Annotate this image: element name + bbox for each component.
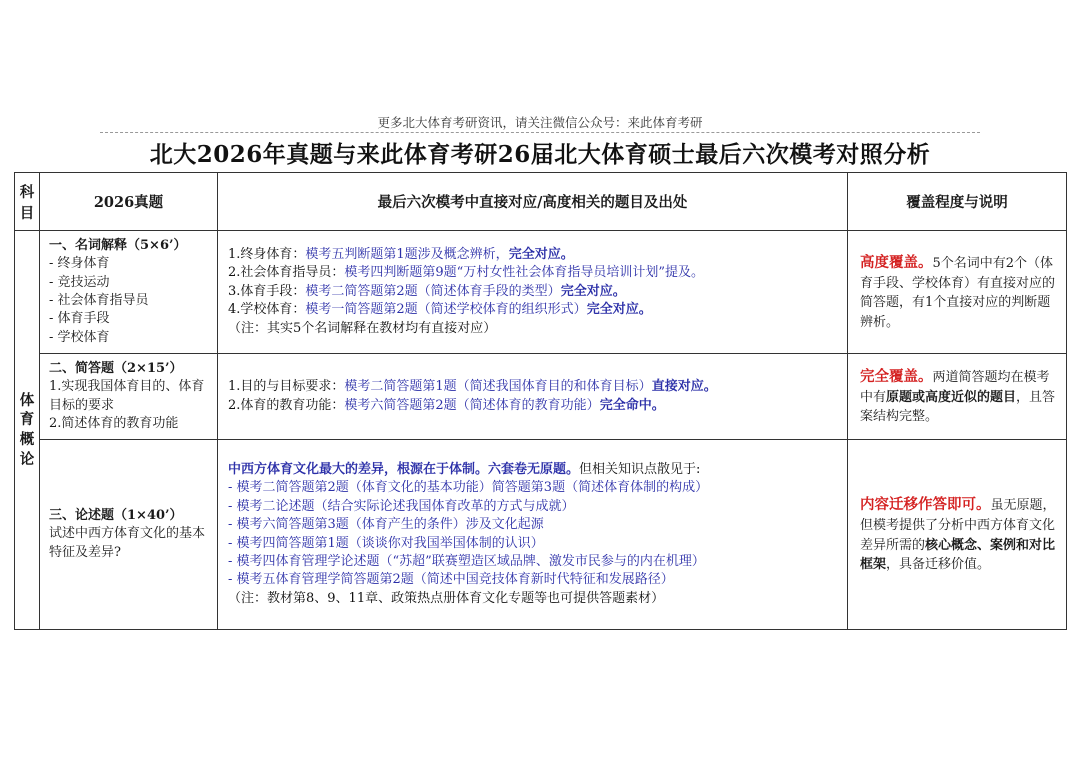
- mock-line: 2.体育的教育功能：模考六简答题第2题（简述体育的教育功能）完全命中。: [228, 397, 665, 413]
- mock-match-cell: [218, 440, 848, 630]
- question-title: 三、论述题（1×40’）: [49, 507, 183, 523]
- coverage-text: ，具备迁移价值。: [886, 557, 991, 573]
- question-line: - 竞技运动: [49, 274, 110, 290]
- question-line: - 社会体育指导员: [49, 293, 149, 308]
- mock-line: 1.终身体育：模考五判断题第1题涉及概念辨析，完全对应。: [228, 246, 574, 262]
- question-line: 2.简述体育的教育功能: [49, 415, 179, 431]
- page-title: 北大2026年真题与来此体育考研26届北大体育硕士最后六次模考对照分析: [149, 141, 931, 168]
- coverage-tag: 完全覆盖。: [860, 368, 933, 386]
- mock-line: - 模考二简答题第2题（体育文化的基本功能）简答题第3题（简述体育体制的构成）: [228, 480, 709, 496]
- comparison-table: [14, 172, 1067, 630]
- mock-line: - 模考二论述题（结合实际论述我国体育改革的方式与成就）: [228, 498, 575, 514]
- mock-line: 3.体育手段：模考二简答题第2题（简述体育手段的类型）完全对应。: [228, 283, 626, 299]
- mock-line: - 模考四体育管理学论述题（“苏超”联赛塑造区域品牌、激发市民参与的内在机理）: [228, 553, 705, 569]
- header-coverage: 覆盖程度与说明: [848, 173, 1067, 231]
- mock-line: - 模考五体育管理学简答题第2题（简述中国竞技体育新时代特征和发展路径）: [228, 572, 674, 588]
- mock-match-cell: [218, 231, 848, 354]
- mock-note: （注：教材第8、9、11章、政策热点册体育文化专题等也可提供答题素材）: [228, 590, 665, 606]
- mock-line: - 模考四简答题第1题（谈谈你对我国举国体制的认识）: [228, 535, 544, 551]
- coverage-text: ，且答案结构完整。: [860, 389, 1056, 425]
- exam-question-cell: [40, 354, 218, 440]
- question-title: 一、名词解释（5×6’）: [49, 237, 187, 253]
- mock-intro: 中西方体育文化最大的差异，根源在于体制。六套卷无原题。但相关知识点散见于:: [228, 461, 701, 477]
- question-line: 试述中西方体育文化的基本特征及差异?: [49, 526, 206, 560]
- coverage-tag: 内容迁移作答即可。: [860, 496, 991, 514]
- mock-note: （注：其实5个名词解释在教材均有直接对应）: [228, 320, 497, 336]
- coverage-cell: [848, 231, 1067, 354]
- coverage-emphasis: 核心概念、案例和对比框架: [860, 537, 1056, 573]
- question-title: 二、简答题（2×15’）: [49, 360, 183, 376]
- coverage-cell: [848, 354, 1067, 440]
- table-row: [15, 354, 1067, 440]
- subject-cell: 体育概论: [15, 231, 40, 630]
- wechat-notice: 更多北大体育考研资讯，请关注微信公众号：来此体育考研: [377, 115, 703, 130]
- coverage-text: 虽无原题，但模考提供了分析中西方体育文化差异所需的: [860, 498, 1056, 553]
- exam-question-cell: [40, 440, 218, 630]
- mock-match-cell: [218, 354, 848, 440]
- question-line: - 终身体育: [49, 256, 110, 272]
- table-row: [15, 231, 1067, 354]
- dashed-divider: [100, 132, 980, 133]
- coverage-emphasis: 原题或高度近似的题目: [886, 389, 1017, 405]
- question-line: - 学校体育: [49, 329, 110, 345]
- header-exam: 2026真题: [40, 173, 218, 231]
- question-line: - 体育手段: [49, 311, 110, 327]
- coverage-cell: [848, 440, 1067, 630]
- question-line: 1.实现我国体育目的、体育目标的要求: [49, 379, 205, 413]
- mock-line: 2.社会体育指导员：模考四判断题第9题“万村女性社会体育指导员培训计划”提及。: [228, 265, 704, 281]
- header-subject: 科目: [15, 173, 40, 231]
- exam-question-cell: [40, 231, 218, 354]
- mock-line: 4.学校体育：模考一简答题第2题（简述学校体育的组织形式）完全对应。: [228, 302, 652, 318]
- header-row: [15, 173, 1067, 231]
- coverage-text: 两道简答题均在模考中有: [860, 370, 1050, 405]
- table-row: [15, 440, 1067, 630]
- mock-line: 1.目的与目标要求：模考二简答题第1题（简述我国体育目的和体育目标）直接对应。: [228, 379, 717, 395]
- coverage-tag: 高度覆盖。: [860, 253, 933, 271]
- header-mock: 最后六次模考中直接对应/高度相关的题目及出处: [218, 173, 848, 231]
- mock-line: - 模考六简答题第3题（体育产生的条件）涉及文化起源: [228, 517, 544, 533]
- coverage-text: 5个名词中有2个（体育手段、学校体育）有直接对应的简答题，有1个直接对应的判断题辨析。: [860, 255, 1056, 330]
